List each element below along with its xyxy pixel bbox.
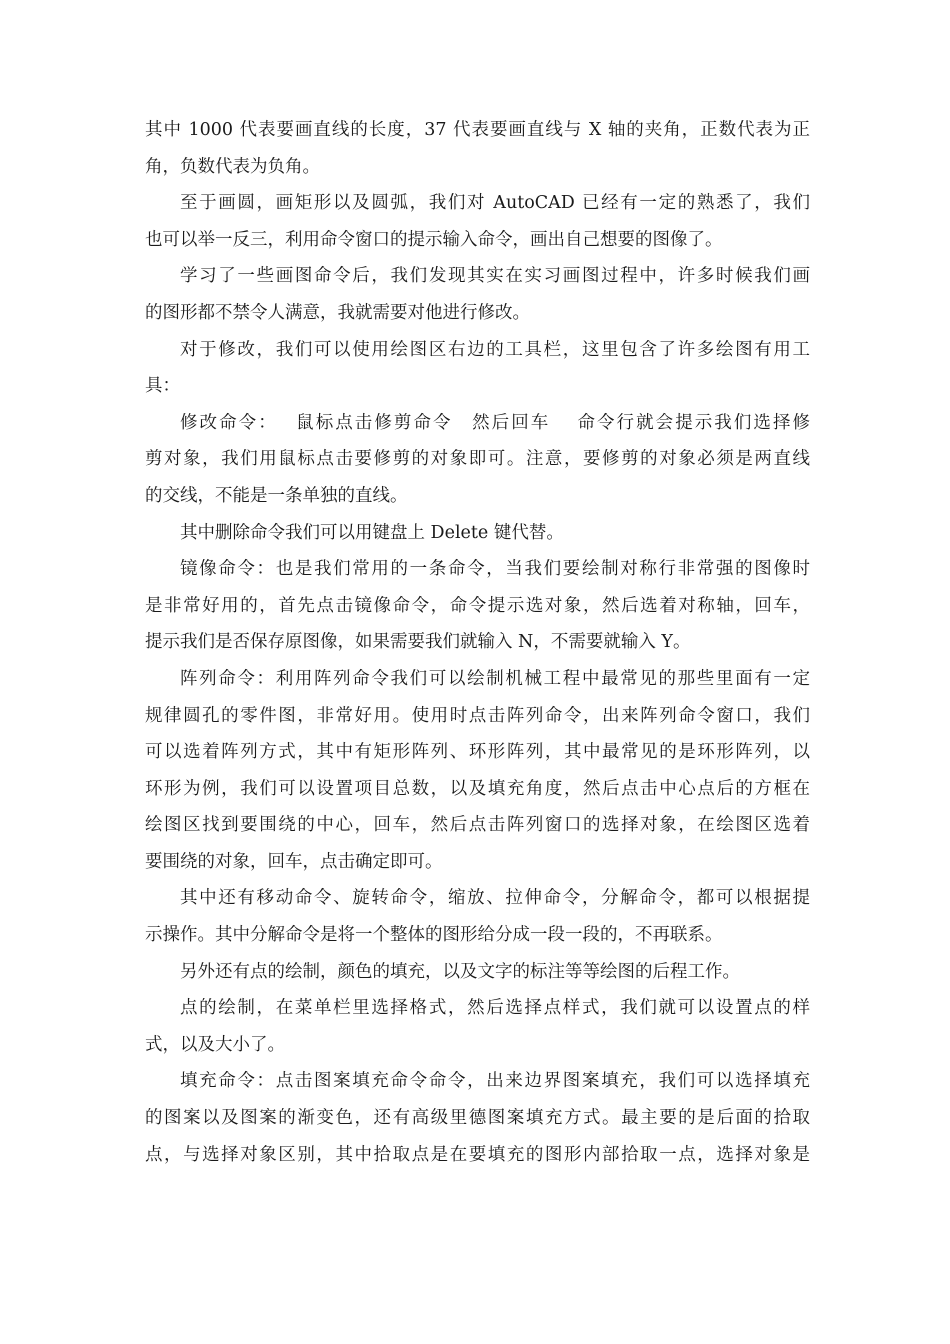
text-line: 具： (145, 376, 180, 397)
paragraph (145, 880, 810, 953)
text-line: 对于修改，我们可以使用绘图区右边的工具栏，这里包含了许多绘图有用工 (180, 339, 810, 360)
text-line: 其中还有移动命令、旋转命令，缩放、拉伸命令，分解命令，都可以根据提 (180, 888, 810, 909)
text-line: 提示我们是否保存原图像，如果需要我们就输入 N，不需要就输入 Y。 (145, 632, 691, 653)
text-line: 式，以及大小了。 (145, 1034, 285, 1055)
text-line: 的图形都不禁令人满意，我就需要对他进行修改。 (145, 302, 530, 323)
text-line: 修改命令： 鼠标点击修剪命令 然后回车 命令行就会提示我们选择修 (180, 412, 810, 433)
text-line: 点的绘制，在菜单栏里选择格式，然后选择点样式，我们就可以设置点的样 (180, 998, 810, 1019)
text-line: 绘图区找到要围绕的中心，回车，然后点击阵列窗口的选择对象，在绘图区选着 (145, 815, 810, 836)
paragraph (145, 661, 810, 881)
text-line: 剪对象，我们用鼠标点击要修剪的对象即可。注意，要修剪的对象必须是两直线 (145, 449, 810, 470)
text-line: 也可以举一反三，利用命令窗口的提示输入命令，画出自己想要的图像了。 (145, 229, 723, 250)
text-line: 是非常好用的，首先点击镜像命令，命令提示选对象，然后选着对称轴，回车， (145, 595, 810, 616)
text-line: 规律圆孔的零件图，非常好用。使用时点击阵列命令，出来阵列命令窗口，我们 (145, 705, 810, 726)
paragraph (145, 1063, 810, 1173)
paragraph (145, 990, 810, 1063)
text-line: 其中 1000 代表要画直线的长度，37 代表要画直线与 X 轴的夹角，正数代表为正 (145, 120, 810, 140)
text-line: 至于画圆，画矩形以及圆弧，我们对 AutoCAD 已经有一定的熟悉了，我们 (180, 193, 810, 214)
text-line: 角，负数代表为负角。 (145, 156, 320, 177)
text-line: 镜像命令：也是我们常用的一条命令，当我们要绘制对称行非常强的图像时 (180, 559, 810, 580)
text-line: 示操作。其中分解命令是将一个整体的图形给分成一段一段的，不再联系。 (145, 925, 723, 946)
document-body (145, 112, 810, 1173)
text-line: 要围绕的对象，回车，点击确定即可。 (145, 851, 443, 872)
text-line: 其中删除命令我们可以用键盘上 Delete 键代替。 (180, 522, 564, 543)
paragraph (145, 551, 810, 661)
paragraph (145, 185, 810, 258)
text-line: 环形为例，我们可以设置项目总数，以及填充角度，然后点击中心点后的方框在 (145, 778, 810, 799)
paragraph (145, 112, 810, 185)
paragraph (145, 515, 810, 552)
text-line: 的交线，不能是一条单独的直线。 (145, 485, 408, 506)
text-line: 学习了一些画图命令后，我们发现其实在实习画图过程中，许多时候我们画 (180, 266, 810, 287)
paragraph (145, 332, 810, 405)
text-line: 填充命令：点击图案填充命令命令，出来边界图案填充，我们可以选择填充 (180, 1071, 810, 1092)
text-line: 的图案以及图案的渐变色，还有高级里德图案填充方式。最主要的是后面的拾取 (145, 1108, 810, 1129)
text-line: 点，与选择对象区别，其中拾取点是在要填充的图形内部拾取一点，选择对象是 (145, 1144, 810, 1165)
text-line: 另外还有点的绘制，颜色的填充，以及文字的标注等等绘图的后程工作。 (180, 961, 740, 982)
paragraph (145, 258, 810, 331)
paragraph (145, 954, 810, 991)
paragraph (145, 405, 810, 515)
text-line: 可以选着阵列方式，其中有矩形阵列、环形阵列，其中最常见的是环形阵列，以 (145, 742, 810, 763)
text-line: 阵列命令：利用阵列命令我们可以绘制机械工程中最常见的那些里面有一定 (180, 668, 810, 689)
